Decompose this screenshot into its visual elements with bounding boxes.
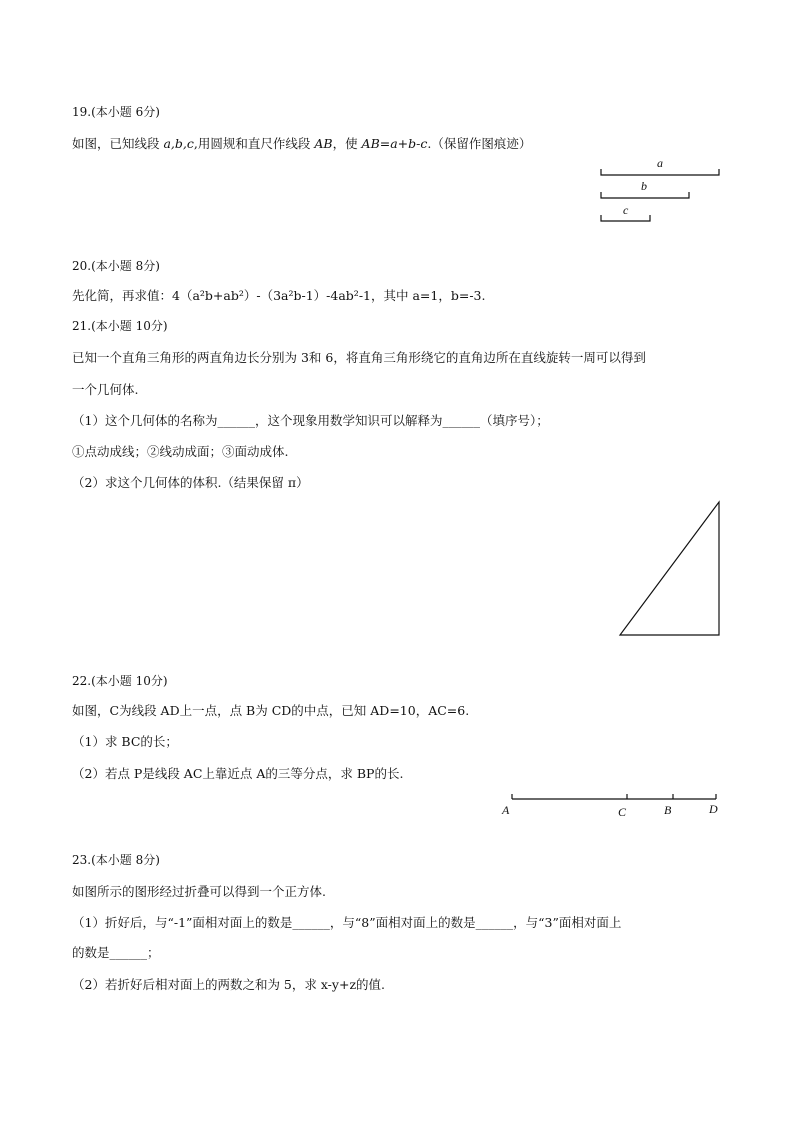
segment-c-label: c — [623, 203, 629, 217]
segment-ad-figure — [496, 790, 730, 824]
segments-abc-figure — [590, 152, 730, 226]
q22-line-1: 如图，C为线段 AD上一点，点 B为 CD的中点，已知 AD=10，AC=6. — [72, 703, 470, 718]
q22-line-3: （2）若点 P是线段 AC上靠近点 A的三等分点，求 BP的长. — [72, 766, 404, 781]
right-triangle-figure — [615, 498, 725, 640]
q21-heading: 21.(本小题 10分) — [72, 319, 168, 333]
q20-text: 先化简，再求值：4（a²b+ab²）-（3a²b-1）-4ab²-1，其中 a=1，b=-3. — [72, 288, 486, 303]
q19-heading: 19.(本小题 6分) — [72, 105, 160, 119]
q21-line-4: ①点动成线；②线动成面；③面动成体. — [72, 444, 289, 459]
q20-heading: 20.(本小题 8分) — [72, 259, 160, 273]
q19-text: 如图，已知线段 a,b,c,用圆规和直尺作线段 AB，使 AB=a+b-c.（保留作图痕迹） — [72, 136, 532, 151]
q23-line-1: 如图所示的图形经过折叠可以得到一个正方体. — [72, 884, 326, 899]
q22-line-2: （1）求 BC的长； — [72, 734, 178, 749]
q21-line-1: 已知一个直角三角形的两直角边长分别为 3和 6，将直角三角形绕它的直角边所在直线旋转一周可以得到 — [72, 350, 646, 365]
q21-line-2: 一个几何体. — [72, 382, 139, 397]
point-d-label: D — [709, 802, 718, 816]
q21-line-3: （1）这个几何体的名称为______，这个现象用数学知识可以解释为______（填序号）； — [72, 413, 549, 428]
q23-heading: 23.(本小题 8分) — [72, 853, 160, 867]
point-c-label: C — [618, 805, 627, 819]
point-a-label: A — [502, 803, 510, 817]
q22-heading: 22.(本小题 10分) — [72, 674, 168, 688]
segment-b-label: b — [641, 179, 647, 193]
q23-line-2: （1）折好后，与“-1”面相对面上的数是______，与“8”面相对面上的数是______，与“3”面相对面上 — [72, 915, 622, 930]
point-b-label: B — [664, 803, 672, 817]
segment-a-label: a — [657, 156, 663, 170]
q23-line-4: （2）若折好后相对面上的两数之和为 5，求 x-y+z的值. — [72, 977, 386, 992]
q21-line-5: （2）求这个几何体的体积.（结果保留 π） — [72, 475, 309, 490]
q23-line-3: 的数是______； — [72, 945, 160, 960]
